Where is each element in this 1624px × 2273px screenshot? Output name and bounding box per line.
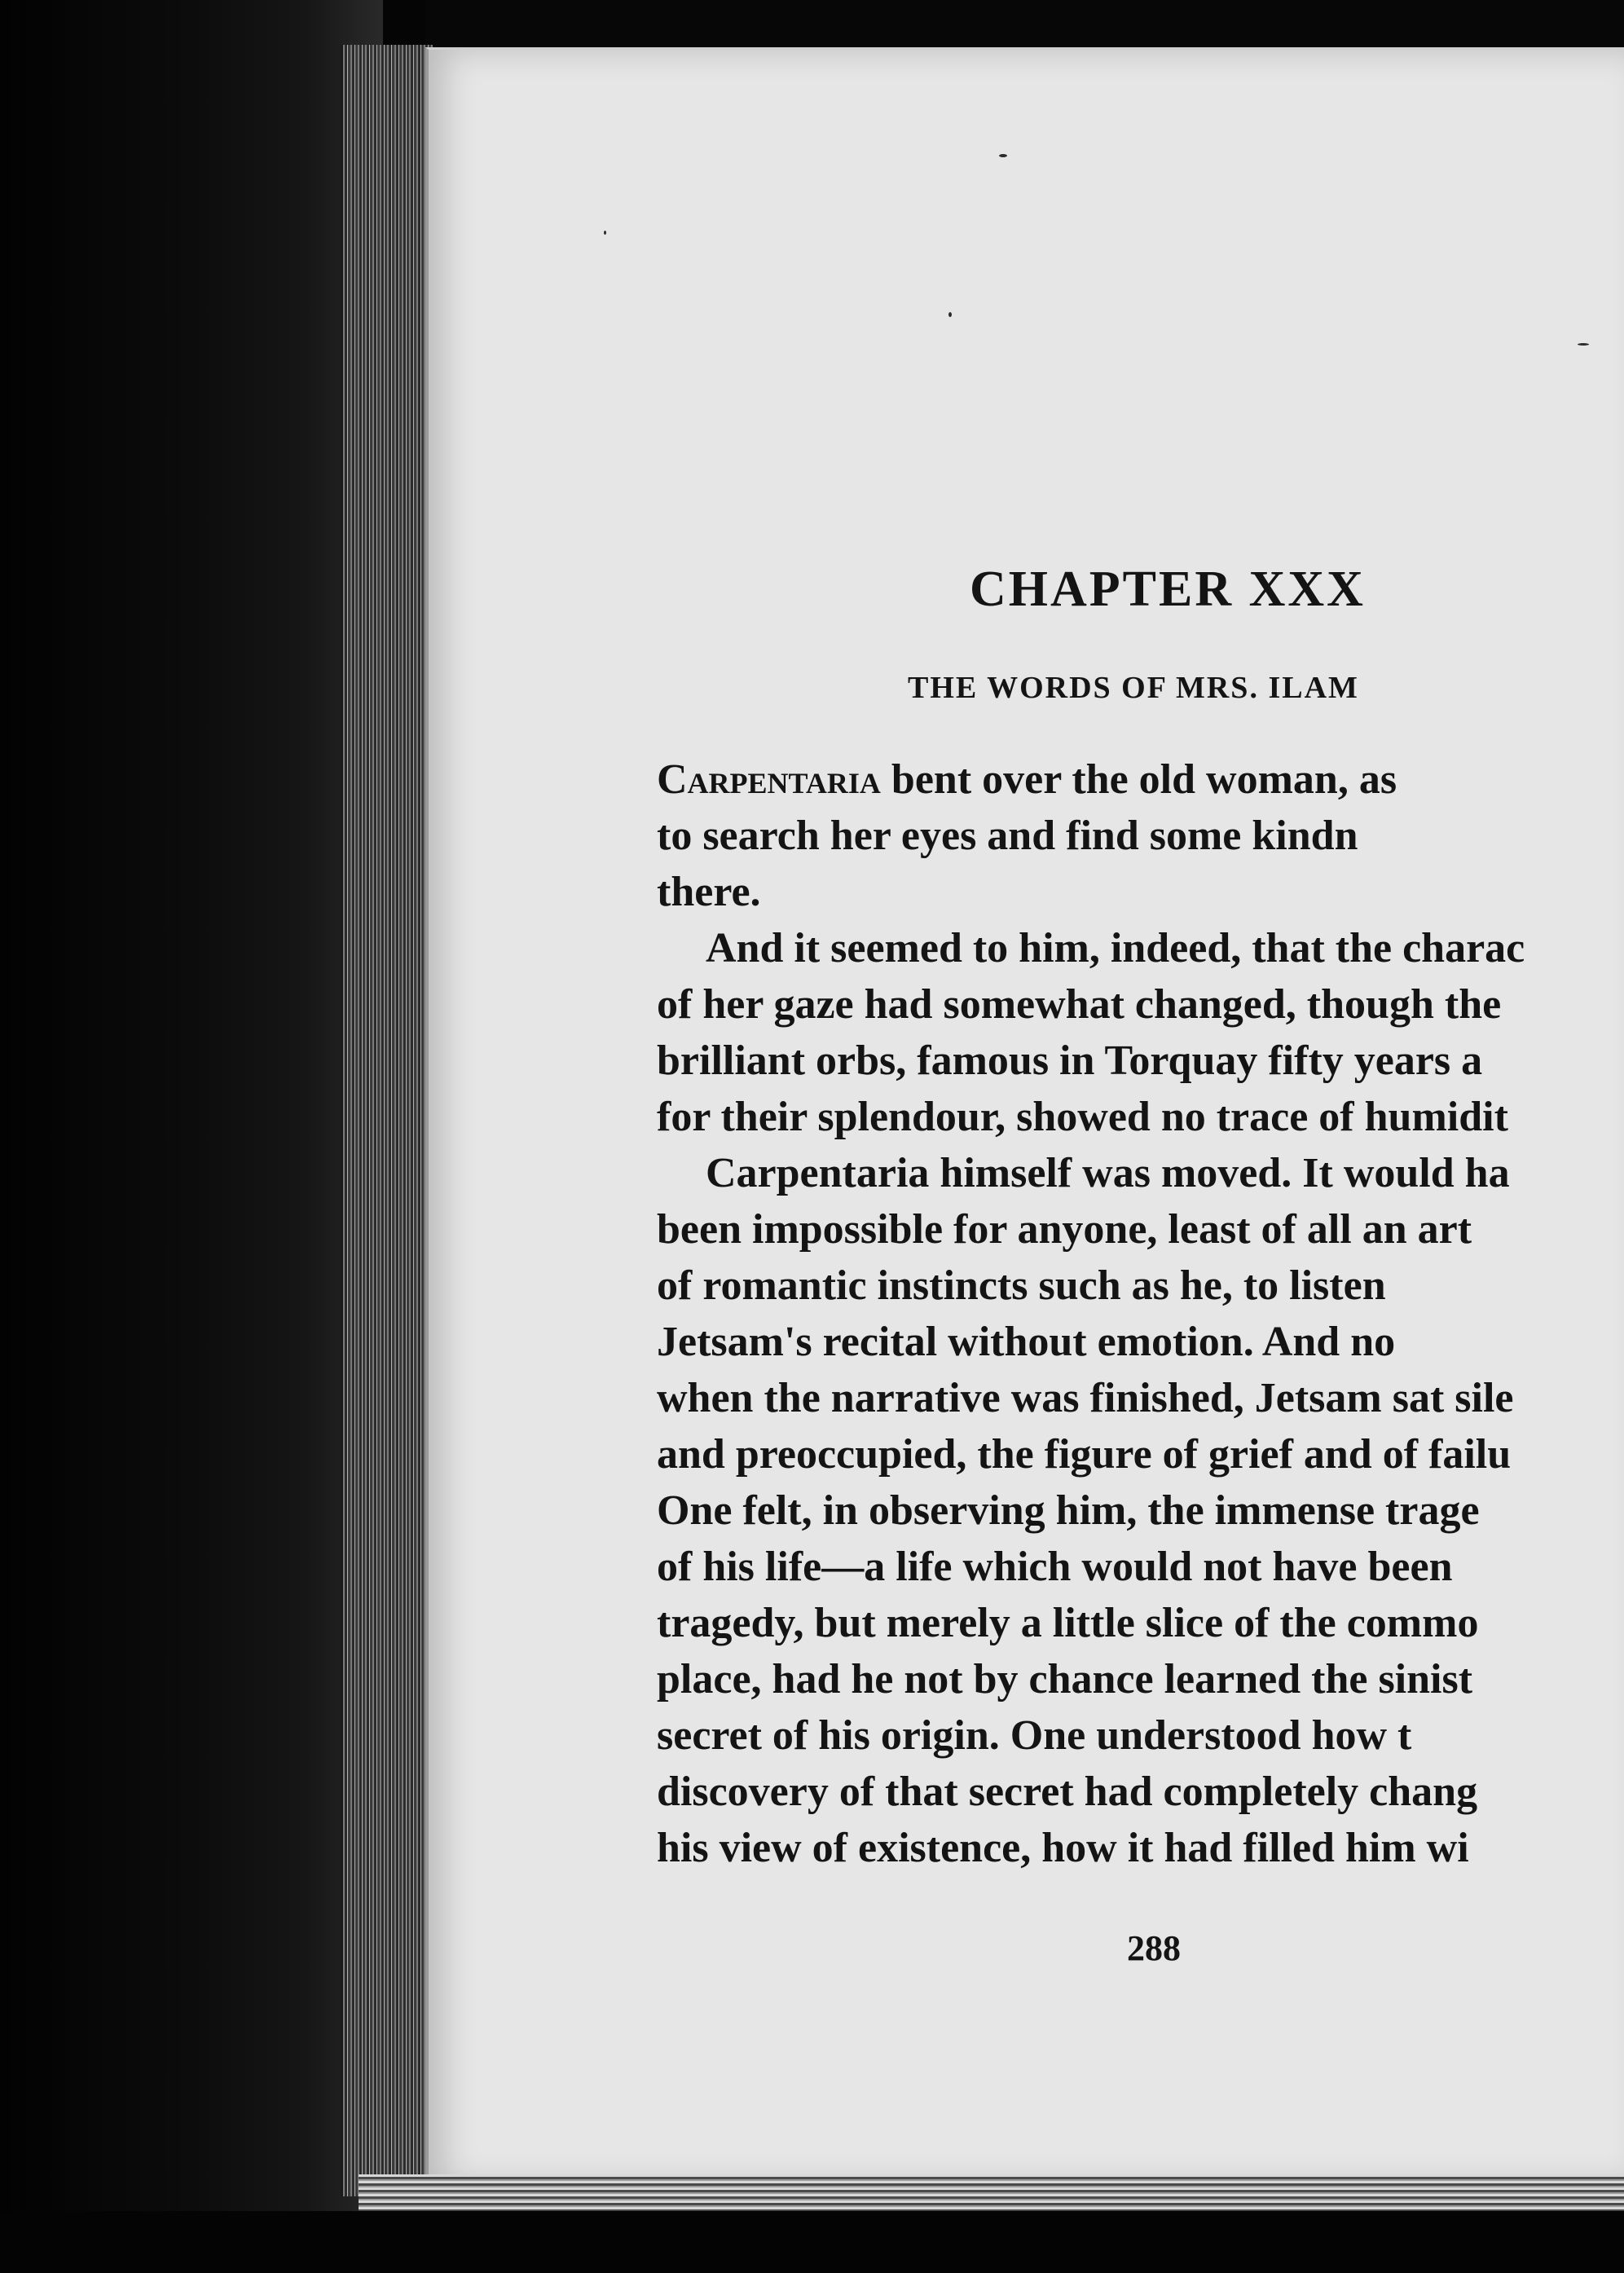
top-border xyxy=(425,0,1624,47)
text-line: tragedy, but merely a little slice of the commo xyxy=(657,1600,1479,1646)
text-line: when the narrative was finished, Jetsam sat sile xyxy=(657,1375,1514,1421)
text-line-rest: bent over the old woman, as xyxy=(880,756,1397,803)
page-bottom-edge xyxy=(359,2174,1624,2211)
drop-word: Carpentaria xyxy=(657,756,881,803)
text-line xyxy=(657,751,1624,808)
text-line: Carpentaria himself was moved. It would ha xyxy=(706,1150,1510,1196)
text-line: to search her eyes and find some kindn xyxy=(657,813,1358,859)
text-line: of his life—a life which would not have been xyxy=(657,1544,1453,1590)
chapter-title: CHAPTER XXX xyxy=(970,562,1366,617)
chapter-subtitle: THE WORDS OF MRS. ILAM xyxy=(908,671,1359,705)
body-text xyxy=(657,751,1624,1876)
text-line: One felt, in observing him, the immense trage xyxy=(657,1487,1480,1534)
text-line: there. xyxy=(657,869,761,915)
text-line: place, had he not by chance learned the sinist xyxy=(657,1656,1473,1703)
page-edges xyxy=(341,45,433,2196)
book-binding-shadow xyxy=(0,0,383,2273)
text-line: his view of existence, how it had filled him wi xyxy=(657,1825,1469,1871)
text-line: been impossible for anyone, least of all an art xyxy=(657,1206,1472,1253)
text-line: secret of his origin. One understood how t xyxy=(657,1712,1412,1759)
page-number: 288 xyxy=(1127,1928,1181,1968)
text-line: And it seemed to him, indeed, that the charac xyxy=(706,925,1525,971)
text-line: Jetsam's recital without emotion. And no xyxy=(657,1319,1396,1365)
text-line: of romantic instincts such as he, to listen xyxy=(657,1262,1386,1309)
text-line: discovery of that secret had completely chang xyxy=(657,1769,1478,1815)
text-line: for their splendour, showed no trace of humidit xyxy=(657,1094,1508,1140)
bottom-border xyxy=(0,2211,1624,2273)
text-line: brilliant orbs, famous in Torquay fifty years a xyxy=(657,1037,1483,1084)
text-line: and preoccupied, the figure of grief and of failu xyxy=(657,1431,1512,1478)
text-line: of her gaze had somewhat changed, though the xyxy=(657,981,1502,1028)
